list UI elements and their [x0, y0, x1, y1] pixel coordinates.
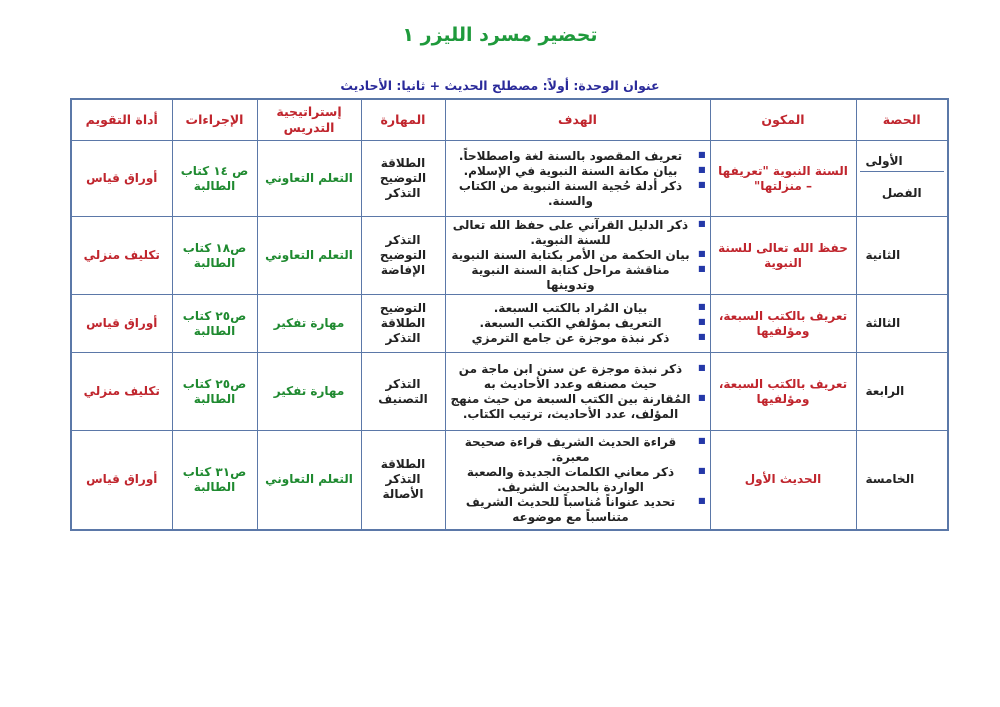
- strategy-cell: مهارة تفكير: [257, 295, 361, 353]
- goals-cell: [445, 141, 710, 217]
- header-component: المكون: [710, 99, 856, 141]
- evaluation-cell: تكليف منزلي: [71, 353, 172, 431]
- goal-item: ■ التعريف بمؤلفي الكتب السبعة.: [449, 316, 693, 331]
- goals-cell: [445, 217, 710, 295]
- table-row: [71, 431, 948, 530]
- lesson-cell: [856, 141, 948, 217]
- lesson-sub-label: الفصل: [860, 171, 945, 205]
- page-title: تحضير مسرد الليزر ١: [402, 24, 598, 46]
- header-skill: المهارة: [361, 99, 445, 141]
- skill-cell: [361, 353, 445, 431]
- goal-item: ■ قراءة الحديث الشريف قراءة صحيحة معبرة.: [449, 435, 693, 465]
- goals-cell: [445, 353, 710, 431]
- skill-item: التذكر: [385, 331, 421, 345]
- procedure-cell: ص٣١ كتاب الطالبة: [172, 431, 257, 530]
- component-cell: تعريف بالكتب السبعة، ومؤلفيها: [710, 295, 856, 353]
- skill-item: الطلاقة: [380, 457, 426, 472]
- procedure-cell: ص٢٥ كتاب الطالبة: [172, 295, 257, 353]
- skill-item: الأصالة: [382, 487, 424, 502]
- evaluation-cell: أوراق قياس: [71, 295, 172, 353]
- lesson-name: الرابعة: [865, 384, 905, 398]
- evaluation-cell: أوراق قياس: [71, 141, 172, 217]
- header-procedures: الإجراءات: [172, 99, 257, 141]
- goal-item: ■ المُقارنة بين الكتب السبعة من حيث منهج المؤلف، عدد الأحاديث، ترتيب الكتاب.: [449, 392, 693, 422]
- goal-item: ■ تعريف المقصود بالسنة لغة واصطلاحاً.: [449, 149, 693, 164]
- skill-item: التوضيح: [379, 248, 427, 262]
- table-row: [71, 141, 948, 217]
- header-evaluation: أداة التقويم: [71, 99, 172, 141]
- skill-item: التوضيح: [379, 301, 427, 315]
- lesson-name: الثالثة: [865, 316, 901, 330]
- strategy-cell: التعلم التعاوني: [257, 217, 361, 295]
- component-cell: الحديث الأول: [710, 431, 856, 530]
- skill-item: التذكر: [385, 376, 421, 391]
- component-cell: حفظ الله تعالى للسنة النبوية: [710, 217, 856, 295]
- skill-item: التذكر: [385, 186, 421, 200]
- goal-item: ■ ذكر نبذة موجزة عن جامع الترمزي: [449, 331, 693, 346]
- strategy-cell: مهارة تفكير: [257, 353, 361, 431]
- lesson-cell: [856, 295, 948, 353]
- goal-item: ■ مناقشة مراحل كتابة السنة النبوية وتدوينها: [449, 263, 693, 293]
- skill-item: الإفاضة: [380, 263, 426, 277]
- skill-cell: [361, 141, 445, 217]
- table-row: [71, 295, 948, 353]
- lesson-name: الأولى: [865, 154, 903, 168]
- skill-item: التذكر: [385, 233, 421, 247]
- table-header-row: [71, 99, 948, 141]
- skill-item: التصنيف: [378, 391, 428, 406]
- procedure-cell: ص٢٥ كتاب الطالبة: [172, 353, 257, 431]
- goal-item: ■ ذكر معاني الكلمات الجديدة والصعبة الواردة بالحديث الشريف.: [449, 465, 693, 495]
- goal-item: ■ بيان الحكمة من الأمر بكتابة السنة النبوية: [449, 248, 693, 263]
- lesson-cell: [856, 353, 948, 431]
- skill-cell: [361, 295, 445, 353]
- lesson-cell: [856, 431, 948, 530]
- skill-item: الطلاقة: [380, 316, 426, 330]
- header-goal: الهدف: [445, 99, 710, 141]
- skill-cell: [361, 431, 445, 530]
- evaluation-cell: تكليف منزلي: [71, 217, 172, 295]
- evaluation-cell: أوراق قياس: [71, 431, 172, 530]
- goals-cell: [445, 295, 710, 353]
- lesson-cell: [856, 217, 948, 295]
- component-cell: تعريف بالكتب السبعة، ومؤلفيها: [710, 353, 856, 431]
- lesson-name: الثانية: [865, 248, 901, 262]
- header-strategy: إستراتيجية التدريس: [257, 99, 361, 141]
- skill-item: الطلاقة: [380, 156, 426, 170]
- strategy-cell: التعلم التعاوني: [257, 431, 361, 530]
- goal-item: ■ ذكر أدلة حُجية السنة النبوية من الكتاب والسنة.: [449, 179, 693, 209]
- strategy-cell: التعلم التعاوني: [257, 141, 361, 217]
- goals-cell: [445, 431, 710, 530]
- goal-item: ■ بيان المُراد بالكتب السبعة.: [449, 301, 693, 316]
- header-lesson: الحصة: [856, 99, 948, 141]
- goal-item: ■ تحديد عنواناً مُناسباً للحديث الشريف متناسباً مع موضوعه: [449, 495, 693, 525]
- procedure-cell: ص ١٤ كتاب الطالبة: [172, 141, 257, 217]
- goal-item: ■ ذكر نبذة موجزة عن سنن ابن ماجة من حيث مصنفه وعدد الأحاديث به: [449, 362, 693, 392]
- table-row: [71, 217, 948, 295]
- skill-cell: [361, 217, 445, 295]
- skill-item: التذكر: [385, 472, 421, 487]
- lesson-plan-table: [70, 98, 949, 531]
- unit-title: عنوان الوحدة: أولاً: مصطلح الحديث + ثانيا: الأحاديث: [340, 78, 660, 93]
- goal-item: ■ بيان مكانة السنة النبوية في الإسلام.: [449, 164, 693, 179]
- goal-item: ■ ذكر الدليل القرآني على حفظ الله تعالى للسنة النبوية.: [449, 218, 693, 248]
- lesson-name: الخامسة: [865, 472, 915, 487]
- procedure-cell: ص١٨ كتاب الطالبة: [172, 217, 257, 295]
- skill-item: التوضيح: [379, 171, 427, 185]
- table-row: [71, 353, 948, 431]
- component-cell: السنة النبوية "تعريفها – منزلتها": [710, 141, 856, 217]
